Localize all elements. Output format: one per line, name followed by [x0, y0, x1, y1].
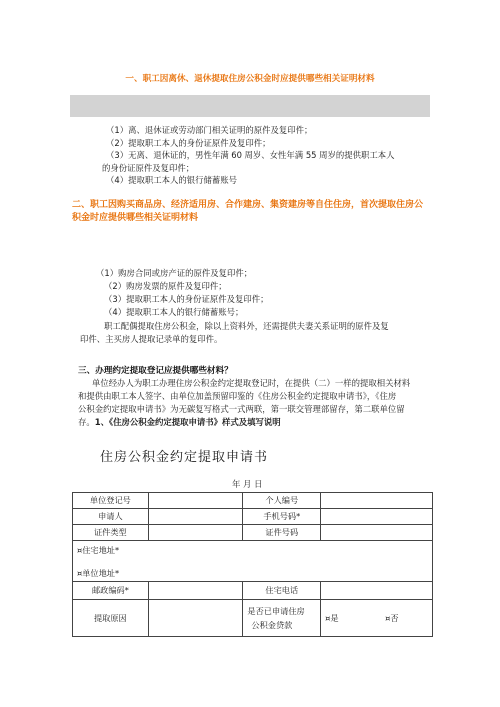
section2-note-line2: 印件、主买房人提取记录单的复印件。 — [80, 334, 223, 344]
unit-reg-no-field[interactable] — [148, 493, 243, 509]
id-type-field[interactable] — [148, 525, 243, 541]
table-row — [73, 493, 433, 509]
section2-list — [96, 267, 436, 319]
loan-question-line: 公积金贷款 — [251, 620, 293, 630]
form-title: 住房公积金约定提取申请书 — [100, 450, 269, 465]
no-checkbox-option[interactable]: ¤否 — [385, 612, 399, 623]
id-no-label: 证件号码 — [243, 525, 321, 541]
form-date: 年 月 日 — [232, 479, 263, 489]
table-row — [73, 509, 433, 525]
table-row — [73, 525, 433, 541]
reason-field[interactable] — [148, 600, 243, 637]
postcode-label: 邮政编码* — [73, 582, 149, 600]
section3-line: 和提供由职工本人签字、由单位加盖预留印鉴的《住房公积金约定提取申请书》，《住房 — [78, 391, 397, 401]
section1-item: 的身份证原件及复印件； — [102, 162, 195, 173]
table-row — [73, 541, 433, 582]
section1-item: （3）无离、退休证的，男性年满 60 周岁、女性年满 55 周岁的提供职工本人 — [106, 150, 395, 160]
section2-item: （3）提取职工本人的身份证原件及复印件； — [104, 294, 269, 304]
section1-item: （1）离、退休证或劳动部门相关证明的原件及复印件； — [106, 125, 313, 135]
section3-subheading: 1、《住房公积金约定提取申请书》样式及填写说明 — [94, 417, 281, 427]
section3-line — [78, 416, 442, 429]
table-row — [73, 582, 433, 600]
personal-no-field[interactable] — [321, 493, 433, 509]
loan-question-label — [243, 600, 321, 637]
loan-options-cell — [321, 600, 433, 637]
mobile-label: 手机号码* — [243, 509, 321, 525]
section3-line-prefix: 存。 — [78, 417, 95, 427]
section1-item: （2）提取职工本人的身份证原件及复印件； — [106, 137, 271, 148]
section2-title — [72, 199, 432, 225]
section3-paragraph — [78, 377, 442, 429]
section2-title-line1: 二、职工因购买商品房、经济适用房、合作建房、集资建房等自住住房，首次提取住房公 — [72, 200, 424, 210]
loan-question-line: 是否已申请住房 — [247, 606, 305, 616]
id-type-label: 证件类型 — [73, 525, 149, 541]
table-row — [73, 600, 433, 637]
unit-reg-no-label: 单位登记号 — [73, 493, 149, 509]
applicant-field[interactable] — [148, 509, 243, 525]
section1-title: 一、职工因离休、退休提取住房公积金时应提供哪些相关证明材料 — [125, 74, 375, 84]
section2-item: （2）购房发票的原件及复印件； — [104, 281, 227, 291]
personal-no-label: 个人编号 — [243, 493, 321, 509]
gray-banner — [70, 95, 430, 117]
section3-line: 公积金约定提取申请书》为无碳复写格式一式两联，第一联交管理部留存，第二联单位留 — [78, 404, 405, 414]
section3-title: 三、办理约定提取登记应提供哪些材料？ — [78, 366, 233, 376]
section1-item: （4）提取职工本人的银行储蓄账号 — [106, 175, 237, 185]
section3-line: 单位经办人为职工办理住房公积金约定提取登记时，在提供（二）一样的提取相关材料 — [92, 378, 411, 388]
reason-label: 提取原因 — [73, 600, 149, 637]
section2-item: （4）提取职工本人的银行储蓄账号； — [104, 307, 244, 317]
home-phone-field[interactable] — [321, 582, 433, 600]
unit-address-label: ¤单位地址* — [77, 568, 120, 578]
section2-note — [80, 320, 440, 346]
postcode-field[interactable] — [148, 582, 243, 600]
id-no-field[interactable] — [321, 525, 433, 541]
section2-item: （1）购房合同或房产证的原件及复印件； — [96, 268, 253, 278]
section1-list — [102, 124, 436, 187]
application-form-table — [72, 492, 433, 637]
home-phone-label: 住宅电话 — [243, 582, 321, 600]
address-cell[interactable] — [73, 541, 433, 582]
mobile-field[interactable] — [321, 509, 433, 525]
yes-checkbox-option[interactable]: ¤是 — [325, 612, 339, 623]
section2-title-line2: 积金时应提供哪些相关证明材料 — [72, 213, 199, 223]
applicant-label: 申请人 — [73, 509, 149, 525]
home-address-label: ¤住宅地址* — [77, 545, 120, 555]
section2-note-line1: 职工配偶提取住房公积金，除以上资料外，还需提供夫妻关系证明的原件及复 — [104, 321, 389, 331]
